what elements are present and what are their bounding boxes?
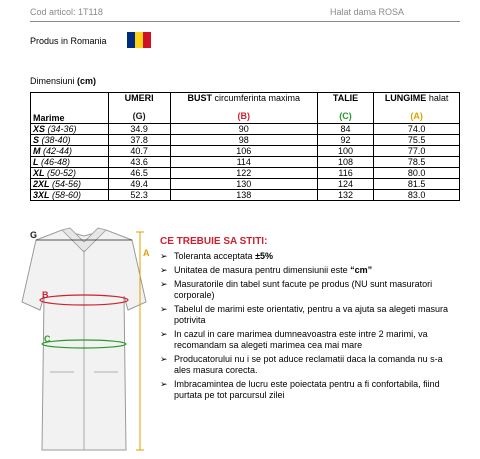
cell-shoulders: 46.5 bbox=[108, 168, 170, 179]
size-range: (50-52) bbox=[44, 168, 77, 178]
size-row bbox=[31, 124, 460, 135]
dimensions-prefix: Dimensiuni bbox=[30, 76, 78, 86]
cell-shoulders: 37.8 bbox=[108, 135, 170, 146]
cell-shoulders: 34.9 bbox=[108, 124, 170, 135]
size-row bbox=[31, 135, 460, 146]
arrow-bullet-icon: ➢ bbox=[160, 251, 168, 261]
cell-size bbox=[31, 124, 109, 135]
col-size: Marime bbox=[31, 93, 109, 124]
cell-length: 83.0 bbox=[374, 190, 460, 201]
tip-item bbox=[160, 379, 460, 401]
size-code: L bbox=[33, 157, 39, 167]
tip-text: Masuratorile din tabel sunt facute pe produs (NU sunt masuratori corporale) bbox=[174, 279, 433, 300]
col-length-letter: (A) bbox=[410, 111, 423, 121]
size-table-header bbox=[31, 93, 460, 124]
article-code: Cod articol: 1T118 bbox=[30, 7, 103, 17]
col-shoulders-letter: (G) bbox=[132, 111, 146, 121]
tip-item bbox=[160, 279, 460, 301]
cell-bust: 90 bbox=[170, 124, 317, 135]
col-waist bbox=[317, 93, 373, 124]
garment-illustration bbox=[14, 222, 154, 456]
header-divider bbox=[30, 21, 460, 22]
cell-bust: 98 bbox=[170, 135, 317, 146]
col-length-rest: halat bbox=[426, 93, 449, 103]
arrow-bullet-icon: ➢ bbox=[160, 304, 168, 314]
size-table-body bbox=[31, 124, 460, 201]
col-waist-letter: (C) bbox=[339, 111, 352, 121]
label-b: B bbox=[42, 290, 49, 300]
col-bust-label bbox=[188, 93, 301, 103]
size-range: (58-60) bbox=[49, 190, 82, 200]
dimensions-unit: (cm) bbox=[77, 76, 97, 86]
cell-bust: 122 bbox=[170, 168, 317, 179]
size-table bbox=[30, 92, 460, 201]
cell-size bbox=[31, 168, 109, 179]
col-length-bold: LUNGIME bbox=[384, 93, 427, 103]
cell-shoulders: 52.3 bbox=[108, 190, 170, 201]
cell-shoulders: 43.6 bbox=[108, 157, 170, 168]
dimensions-label bbox=[30, 76, 96, 86]
cell-length: 81.5 bbox=[374, 179, 460, 190]
flag-stripe-yellow bbox=[135, 32, 143, 48]
col-length-label bbox=[385, 93, 449, 103]
col-shoulders-label: UMERI bbox=[124, 93, 154, 103]
cell-waist: 100 bbox=[317, 146, 373, 157]
col-waist-label: TALIE bbox=[332, 93, 359, 103]
col-length bbox=[374, 93, 460, 124]
arrow-bullet-icon: ➢ bbox=[160, 329, 168, 339]
tip-item bbox=[160, 251, 460, 262]
size-code: XL bbox=[33, 168, 45, 178]
flag-stripe-red bbox=[143, 32, 151, 48]
arrow-bullet-icon: ➢ bbox=[160, 354, 168, 364]
label-g: G bbox=[30, 230, 38, 240]
cell-waist: 92 bbox=[317, 135, 373, 146]
cell-length: 78.5 bbox=[374, 157, 460, 168]
size-code: 2XL bbox=[33, 179, 50, 189]
arrow-bullet-icon: ➢ bbox=[160, 265, 168, 275]
cell-waist: 84 bbox=[317, 124, 373, 135]
arrow-bullet-icon: ➢ bbox=[160, 379, 168, 389]
tip-text: Unitatea de masura pentru dimensiunii este bbox=[174, 265, 351, 275]
tip-text: In cazul in care marimea dumneavoastra este intre 2 marimi, va recomandam sa alegeti marimea cea mai mare bbox=[174, 329, 428, 350]
cell-size bbox=[31, 146, 109, 157]
lab-coat-drawing bbox=[14, 222, 154, 456]
size-code: XS bbox=[33, 124, 46, 134]
cell-length: 74.0 bbox=[374, 124, 460, 135]
tip-emphasis: “cm” bbox=[350, 265, 373, 275]
cell-waist: 132 bbox=[317, 190, 373, 201]
size-row bbox=[31, 146, 460, 157]
tip-item bbox=[160, 329, 460, 351]
col-bust-bold: BUST bbox=[187, 93, 212, 103]
cell-size bbox=[31, 135, 109, 146]
cell-waist: 116 bbox=[317, 168, 373, 179]
tips-list bbox=[160, 251, 460, 404]
tip-item bbox=[160, 265, 460, 276]
cell-bust: 114 bbox=[170, 157, 317, 168]
arrow-bullet-icon: ➢ bbox=[160, 279, 168, 289]
tip-text: Imbracamintea de lucru este poiectata pentru a fi confortabila, fiind purtata pe tot parcursul zilei bbox=[174, 379, 440, 400]
tips-title: CE TREBUIE SA STITI: bbox=[160, 236, 268, 247]
cell-length: 75.5 bbox=[374, 135, 460, 146]
label-c: C bbox=[44, 334, 51, 344]
size-range: (46-48) bbox=[38, 157, 71, 167]
tip-emphasis: ±5% bbox=[255, 251, 274, 261]
size-row bbox=[31, 157, 460, 168]
flag-stripe-blue bbox=[127, 32, 135, 48]
size-row bbox=[31, 168, 460, 179]
cell-size bbox=[31, 190, 109, 201]
cell-bust: 106 bbox=[170, 146, 317, 157]
tip-item bbox=[160, 354, 460, 376]
size-code: 3XL bbox=[33, 190, 50, 200]
cell-shoulders: 40.7 bbox=[108, 146, 170, 157]
label-a: A bbox=[143, 248, 150, 258]
cell-size bbox=[31, 157, 109, 168]
tip-text: Tabelul de marimi este orientativ, pentru a va ajuta sa alegeti masura potrivita bbox=[174, 304, 448, 325]
size-code: M bbox=[33, 146, 41, 156]
size-range: (42-44) bbox=[40, 146, 73, 156]
cell-length: 80.0 bbox=[374, 168, 460, 179]
tip-item bbox=[160, 304, 460, 326]
col-bust-letter: (B) bbox=[237, 111, 251, 121]
cell-size bbox=[31, 179, 109, 190]
cell-waist: 108 bbox=[317, 157, 373, 168]
cell-length: 77.0 bbox=[374, 146, 460, 157]
origin-text: Produs in Romania bbox=[30, 36, 107, 46]
tip-text: Producatorului nu i se pot aduce reclamatii daca la comanda nu s-a ales masura corecta. bbox=[174, 354, 443, 375]
col-bust bbox=[170, 93, 317, 124]
size-row bbox=[31, 190, 460, 201]
size-range: (54-56) bbox=[49, 179, 82, 189]
size-row bbox=[31, 179, 460, 190]
cell-bust: 138 bbox=[170, 190, 317, 201]
cell-bust: 130 bbox=[170, 179, 317, 190]
product-name: Halat dama ROSA bbox=[330, 7, 405, 17]
cell-shoulders: 49.4 bbox=[108, 179, 170, 190]
size-code: S bbox=[33, 135, 40, 145]
size-range: (34-36) bbox=[45, 124, 77, 134]
col-shoulders bbox=[108, 93, 170, 124]
cell-waist: 124 bbox=[317, 179, 373, 190]
romania-flag-icon bbox=[127, 32, 151, 48]
size-range: (38-40) bbox=[39, 135, 71, 145]
tip-text: Toleranta acceptata bbox=[174, 251, 256, 261]
col-bust-rest: circumferinta maxima bbox=[212, 93, 301, 103]
